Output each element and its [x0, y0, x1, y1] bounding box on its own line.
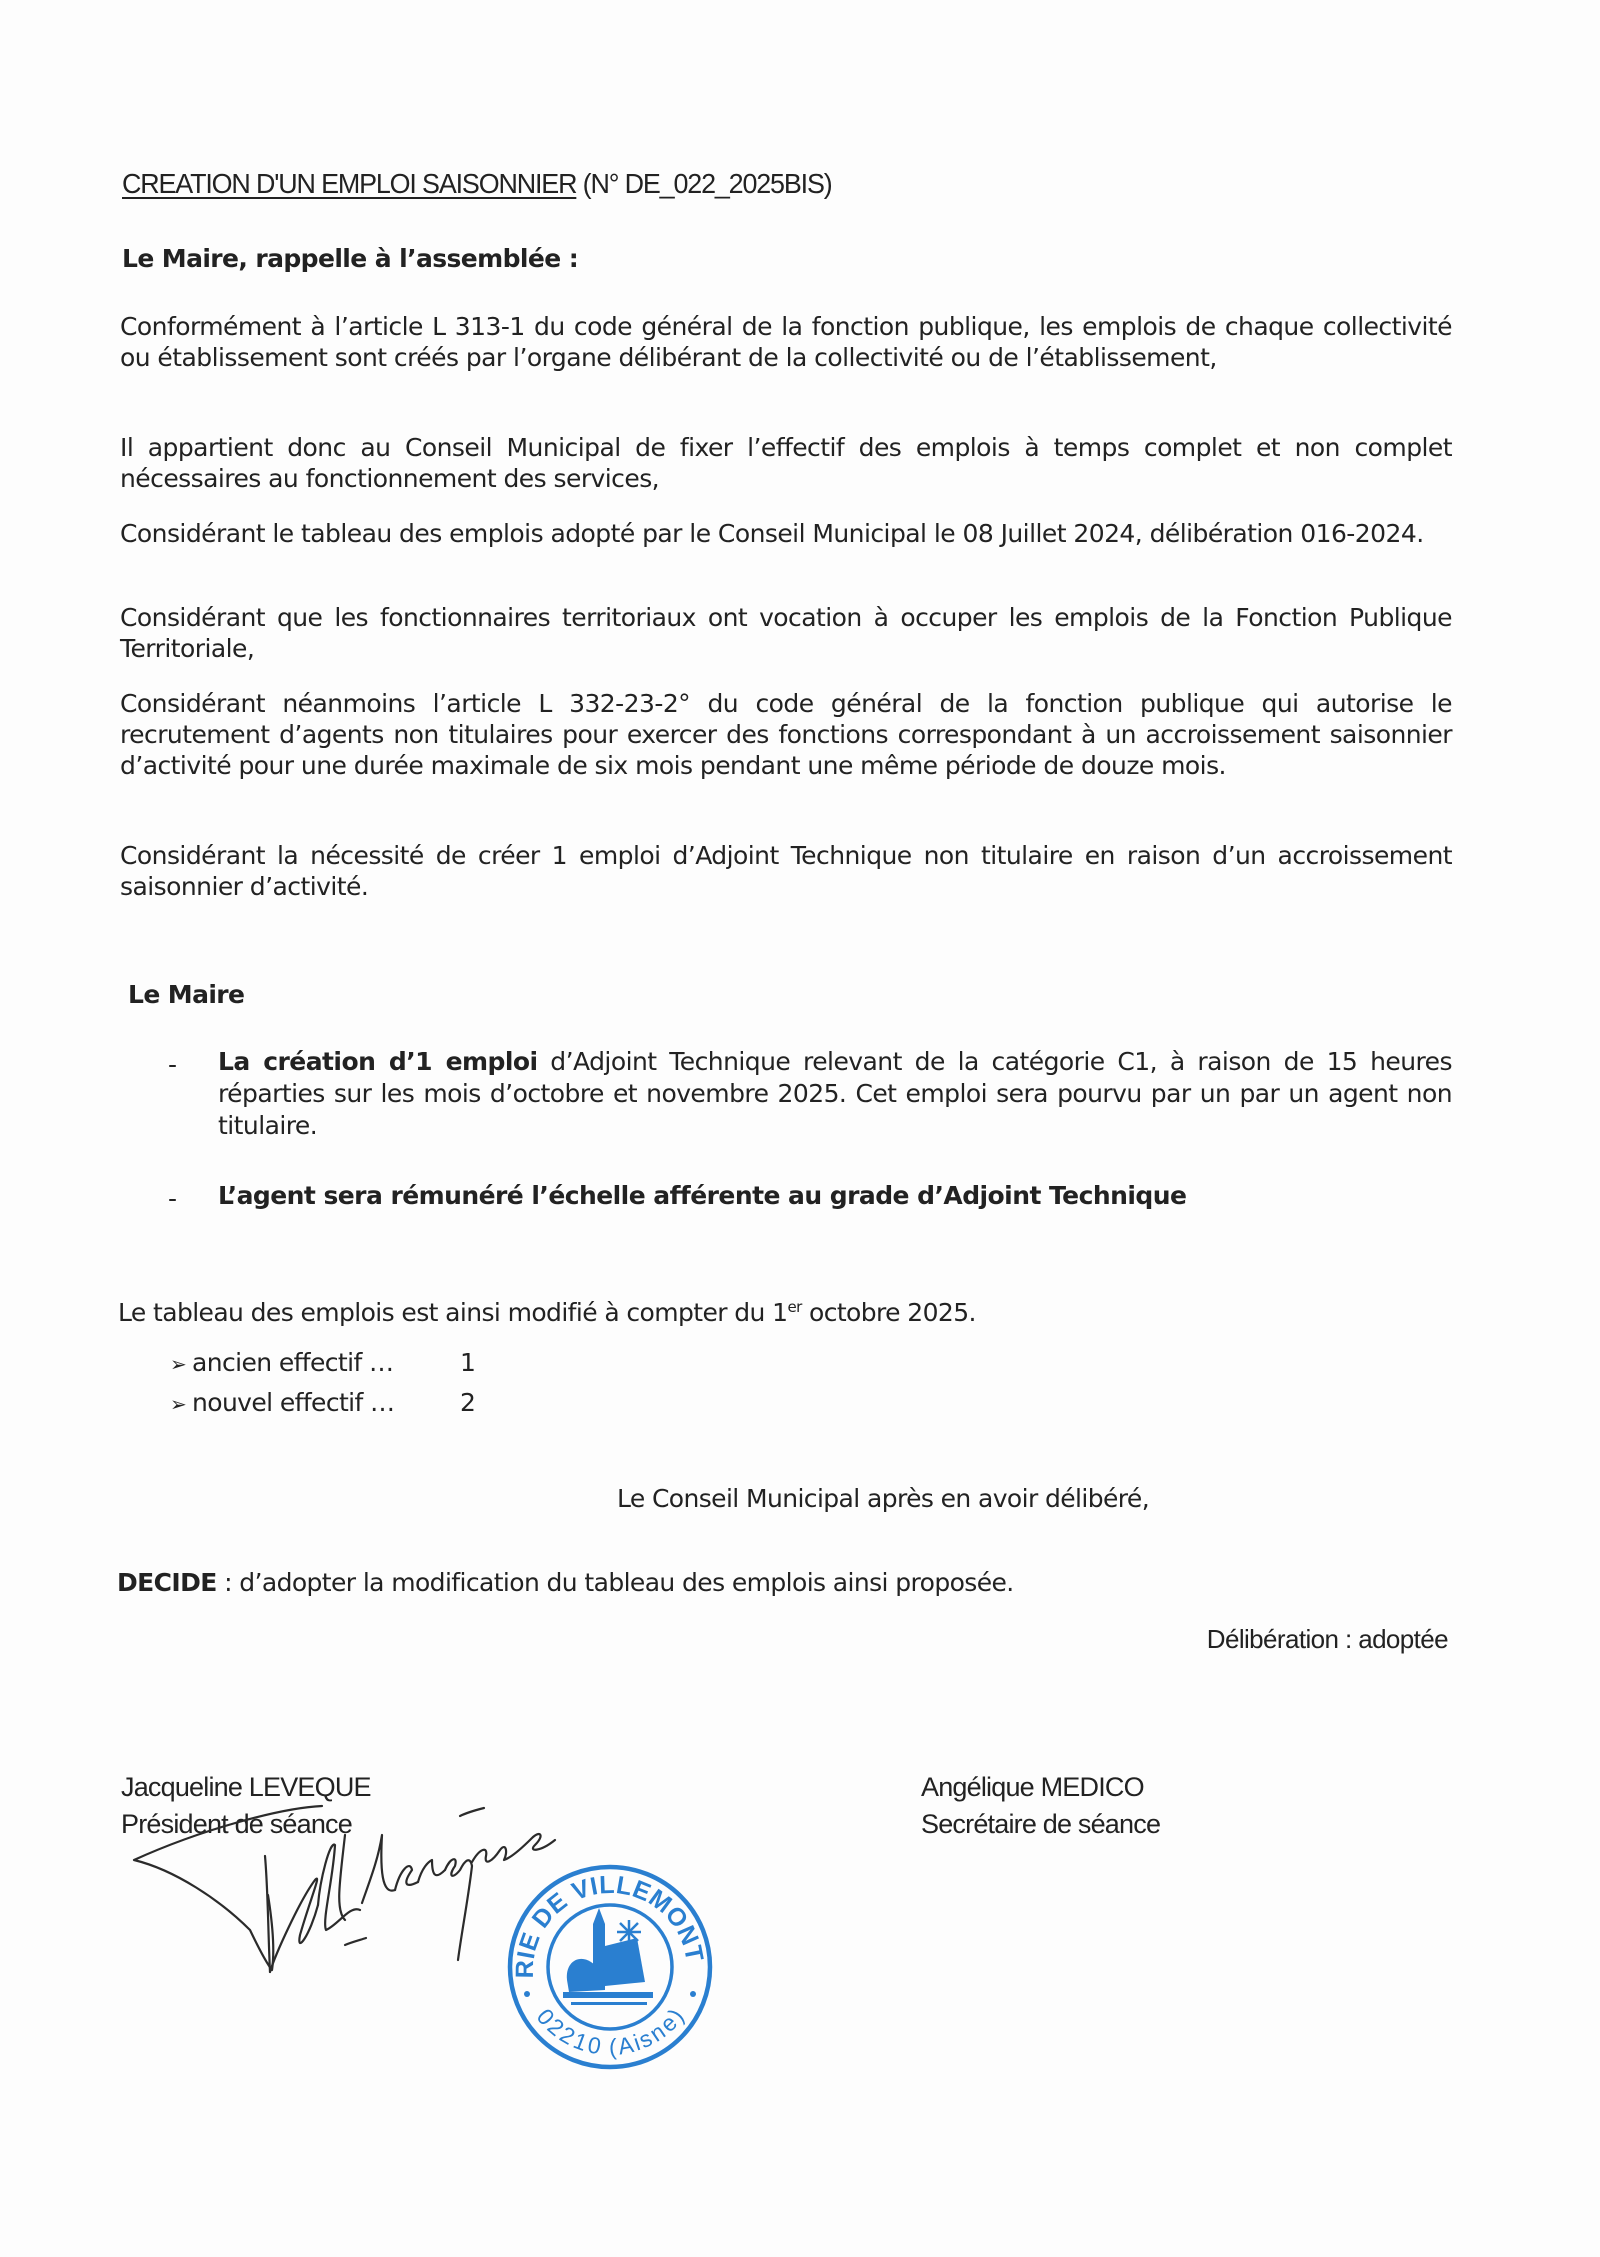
paragraph-article-313: Conformément à l’article L 313-1 du code général de la fonction publique, les emplois de chaque collectivité ou établissement sont créés par l’organe délibérant de la collectivité ou de l’établissement,	[120, 312, 1452, 372]
title-underlined: CREATION D'UN EMPLOI SAISONNIER	[122, 168, 577, 199]
bullet-rest-text: d’Adjoint Technique relevant de la catégorie C1, à raison de 15 heures réparties sur les mois d’octobre et novembre 2025. Cet emploi sera pourvu par un par un agent non titulaire.	[218, 1047, 1452, 1140]
maire-heading: Le Maire	[128, 980, 245, 1009]
deliberation-status: Délibération : adoptée	[1206, 1624, 1448, 1654]
modification-text-end: octobre 2025.	[801, 1298, 976, 1327]
bullet-dash: -	[168, 1184, 178, 1213]
stamp-bottom-text: 02210 (Aisne)	[531, 2003, 689, 2060]
decide-text: : d’adopter la modification du tableau des emplois ainsi proposée.	[216, 1568, 1014, 1597]
signatory-role: Secrétaire de séance	[921, 1809, 1161, 1839]
modification-text: Le tableau des emplois est ainsi modifié à compter du 1	[118, 1298, 788, 1327]
mairie-stamp	[494, 1840, 715, 2072]
stamp-church-emblem	[563, 1908, 653, 2005]
effectif-label: ancien effectif …	[192, 1348, 394, 1377]
paragraph-conseil-effectif: Il appartient donc au Conseil Municipal de fixer l’effectif des emplois à temps complet et non complet nécessaires au fonctionnement des services,	[120, 433, 1452, 493]
arrow-bullet-icon: ➢	[170, 1392, 187, 1416]
paragraph-tableau-emplois: Considérant le tableau des emplois adopté par le Conseil Municipal le 08 Juillet 2024, délibération 016-2024.	[120, 519, 1424, 548]
decide-label: DECIDE	[117, 1568, 217, 1597]
signatory-role: Président de séance	[121, 1809, 352, 1839]
title-reference: (N° DE_022_2025BIS)	[582, 168, 832, 199]
bullet-bold-text: La création d’1 emploi	[218, 1047, 538, 1076]
stamp-top-text: MAIRIE DE VILLEMONTOIRE	[494, 1840, 709, 1979]
paragraph-fonctionnaires: Considérant que les fonctionnaires territoriaux ont vocation à occuper les emplois de la Fonction Publique Territoriale,	[120, 603, 1452, 663]
signatory-name: Jacqueline LEVEQUE	[121, 1772, 371, 1802]
signatory-name: Angélique MEDICO	[921, 1772, 1144, 1802]
effectif-label: nouvel effectif …	[192, 1388, 395, 1417]
arrow-bullet-icon: ➢	[170, 1352, 187, 1376]
bullet-bold-text: L’agent sera rémunéré l’échelle afférente au grade d’Adjoint Technique	[218, 1181, 1187, 1210]
effectif-value: 1	[460, 1348, 476, 1377]
intro-heading: Le Maire, rappelle à l’assemblée :	[122, 244, 579, 273]
modification-superscript: er	[787, 1298, 802, 1316]
paragraph-necessite: Considérant la nécessité de créer 1 emploi d’Adjoint Technique non titulaire en raison d’un accroissement saisonnier d’activité.	[120, 841, 1452, 901]
effectif-value: 2	[460, 1388, 476, 1417]
bullet-dash: -	[168, 1050, 178, 1079]
conseil-statement: Le Conseil Municipal après en avoir délibéré,	[616, 1484, 1150, 1513]
paragraph-article-332: Considérant néanmoins l’article L 332-23-2° du code général de la fonction publique qui autorise le recrutement d’agents non titulaires pour exercer des fonctions correspondant à un accroissement saisonnier d’activité pour une durée maximale de six mois pendant une même période de douze mois.	[120, 689, 1452, 780]
